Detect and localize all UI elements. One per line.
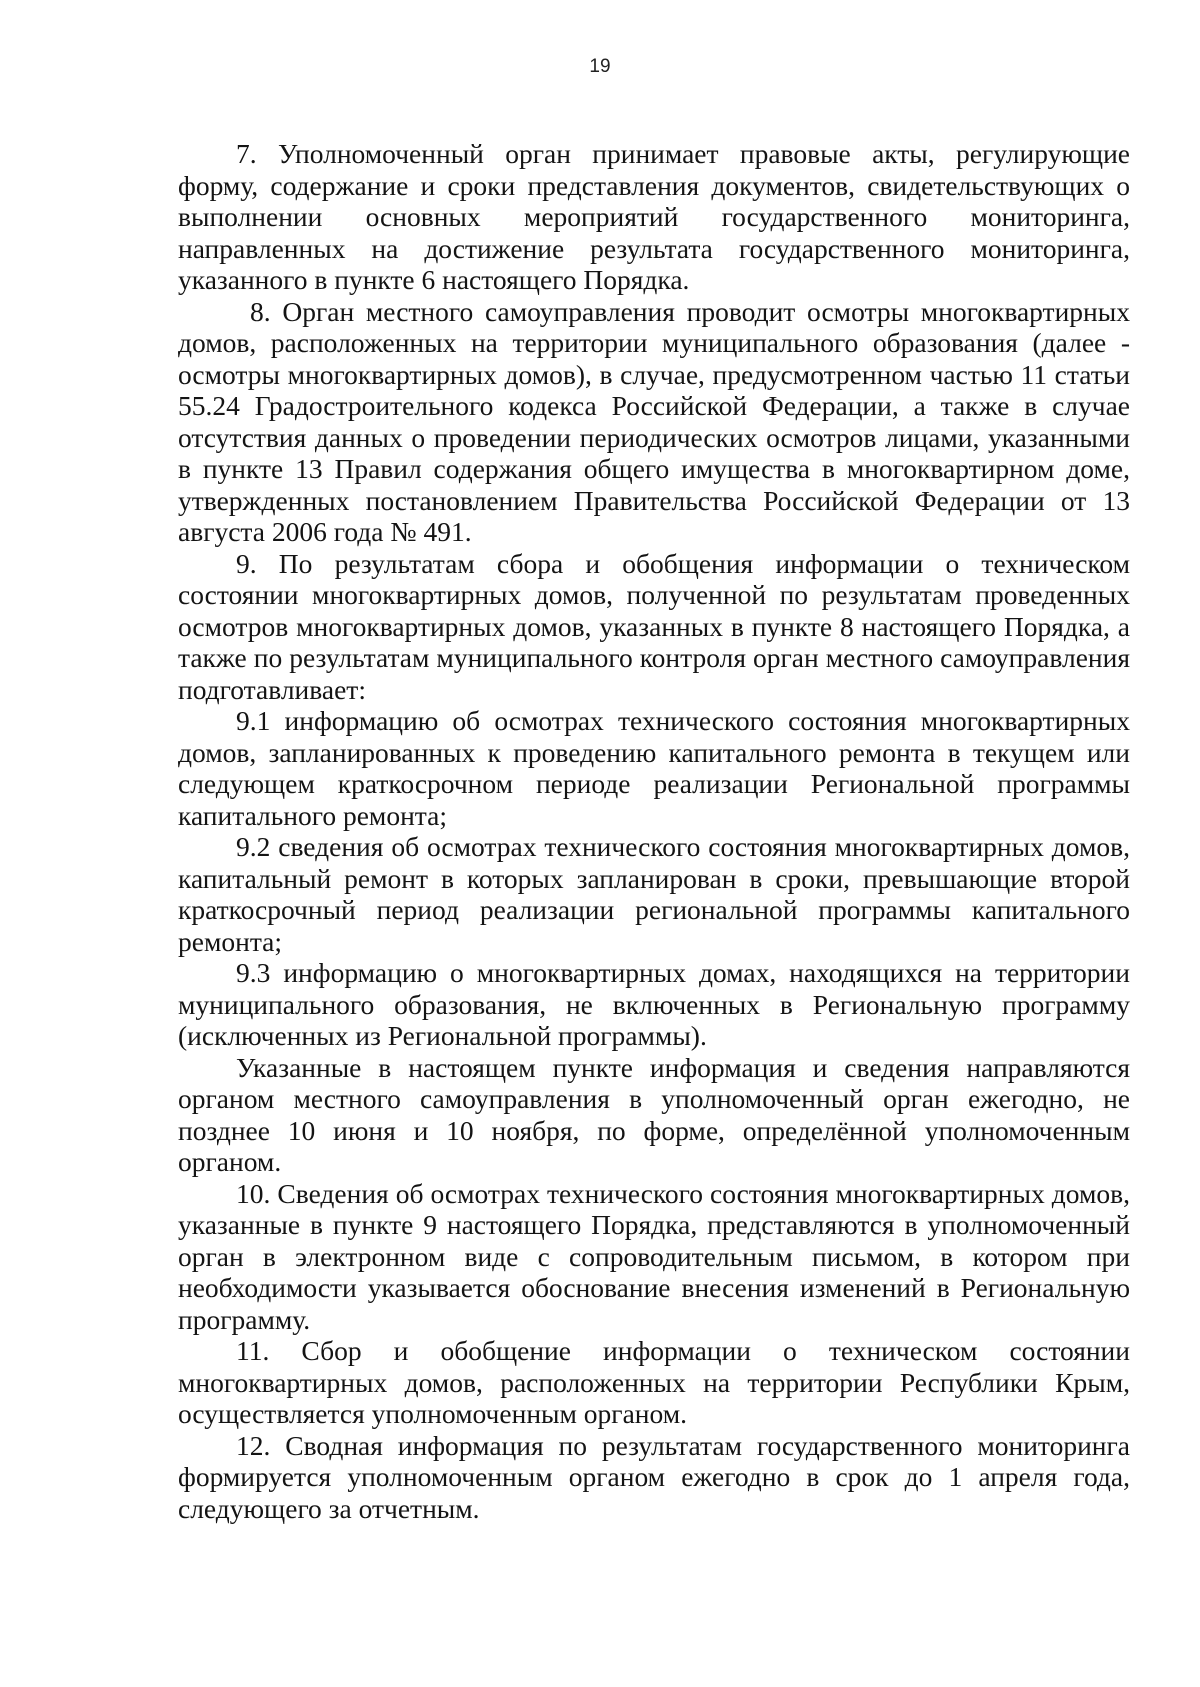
paragraph-8: 8. Орган местного самоуправления проводит осмотры многоквартирных домов, расположенных на территории муниципального образования (далее - осмотры многоквартирных домов), в случае, предусмотренном частью 11 статьи 55.24 Градостроительного кодекса Российской Федерации, а также в случае отсутствия данных о проведении периодических осмотров лицами, указанными в пункте 13 Правил содержания общего имущества в многоквартирном доме, утвержденных постановлением Правительства Российской Федерации от 13 августа 2006 года № 491.: [178, 295, 1130, 547]
page-number: 19: [589, 56, 611, 77]
paragraph-9: 9. По результатам сбора и обобщения информации о техническом состоянии многоквартирных домов, полученной по результатам проведенных осмотров многоквартирных домов, указанных в пункте 8 настоящего Порядка, а также по результатам муниципального контроля орган местного самоуправления подготавливает:: [178, 547, 1130, 705]
paragraph-9-2: 9.2 сведения об осмотрах технического состояния многоквартирных домов, капитальный ремонт в которых запланирован в сроки, превышающие второй краткосрочный период реализации региональной программы капитального ремонта;: [178, 831, 1130, 957]
document-body: [178, 138, 1130, 1524]
paragraph-10: 10. Сведения об осмотрах технического состояния многоквартирных домов, указанные в пункте 9 настоящего Порядка, представляются в уполномоченный орган в электронном виде с сопроводительным письмом, в котором при необходимости указывается обоснование внесения изменений в Региональную программу.: [178, 1177, 1130, 1335]
paragraph-9-note: Указанные в настоящем пункте информация и сведения направляются органом местного самоуправления в уполномоченный орган ежегодно, не позднее 10 июня и 10 ноября, по форме, определённой уполномоченным органом.: [178, 1051, 1130, 1177]
paragraph-11: 11. Сбор и обобщение информации о техническом состоянии многоквартирных домов, расположенных на территории Республики Крым, осуществляется уполномоченным органом.: [178, 1335, 1130, 1429]
paragraph-12: 12. Сводная информация по результатам государственного мониторинга формируется уполномоченным органом ежегодно в срок до 1 апреля года, следующего за отчетным.: [178, 1429, 1130, 1524]
paragraph-9-1: 9.1 информацию об осмотрах технического состояния многоквартирных домов, запланированных к проведению капитального ремонта в текущем или следующем краткосрочном периоде реализации Региональной программы капитального ремонта;: [178, 705, 1130, 831]
paragraph-7: 7. Уполномоченный орган принимает правовые акты, регулирующие форму, содержание и сроки представления документов, свидетельствующих о выполнении основных мероприятий государственного мониторинга, направленных на достижение результата государственного мониторинга, указанного в пункте 6 настоящего Порядка.: [178, 138, 1130, 295]
paragraph-9-3: 9.3 информацию о многоквартирных домах, находящихся на территории муниципального образования, не включенных в Региональную программу (исключенных из Региональной программы).: [178, 957, 1130, 1051]
